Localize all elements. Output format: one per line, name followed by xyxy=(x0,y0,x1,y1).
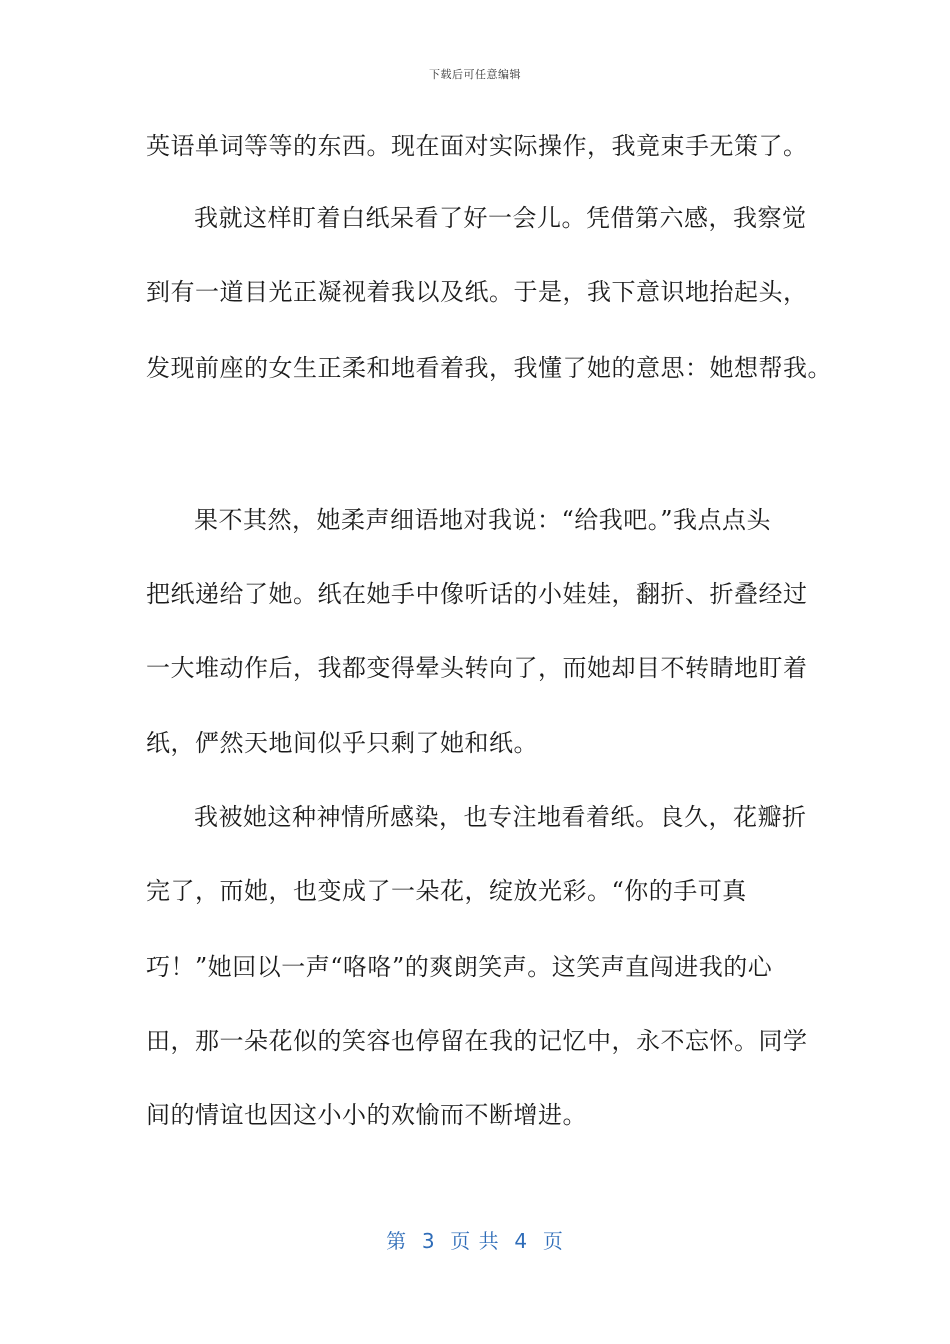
paragraph-line: 田，那一朵花似的笑容也停留在我的记忆中，永不忘怀。同学 xyxy=(146,1027,808,1055)
paragraph-line: 我被她这种神情所感染，也专注地看着纸。良久，花瓣折 xyxy=(194,803,807,831)
paragraph-line: 间的情谊也因这小小的欢愉而不断增进。 xyxy=(146,1101,587,1129)
paragraph-line: 我就这样盯着白纸呆看了好一会儿。凭借第六感，我察觉 xyxy=(194,204,807,232)
paragraph-line: 纸，俨然天地间似乎只剩了她和纸。 xyxy=(146,729,538,757)
paragraph-line: 到有一道目光正凝视着我以及纸。于是，我下意识地抬起头， xyxy=(146,278,808,306)
paragraph-line: 一大堆动作后，我都变得晕头转向了，而她却目不转睛地盯着 xyxy=(146,654,808,682)
paragraph-line: 完了，而她，也变成了一朵花，绽放光彩。“你的手可真 xyxy=(146,877,747,905)
paragraph-line: 巧！”她回以一声“咯咯”的爽朗笑声。这笑声直闯进我的心 xyxy=(146,953,773,981)
paragraph-line: 把纸递给了她。纸在她手中像听话的小娃娃，翻折、折叠经过 xyxy=(146,580,808,608)
paragraph-line: 发现前座的女生正柔和地看着我，我懂了她的意思：她想帮我。 xyxy=(146,354,832,382)
paragraph-line: 英语单词等等的东西。现在面对实际操作，我竟束手无策了。 xyxy=(146,132,808,160)
paragraph-line: 果不其然，她柔声细语地对我说：“给我吧。”我点点头 xyxy=(194,506,772,534)
page-number-footer: 第 3 页 共 4 页 xyxy=(386,1229,564,1253)
page-header: 下载后可任意编辑 xyxy=(429,68,521,81)
